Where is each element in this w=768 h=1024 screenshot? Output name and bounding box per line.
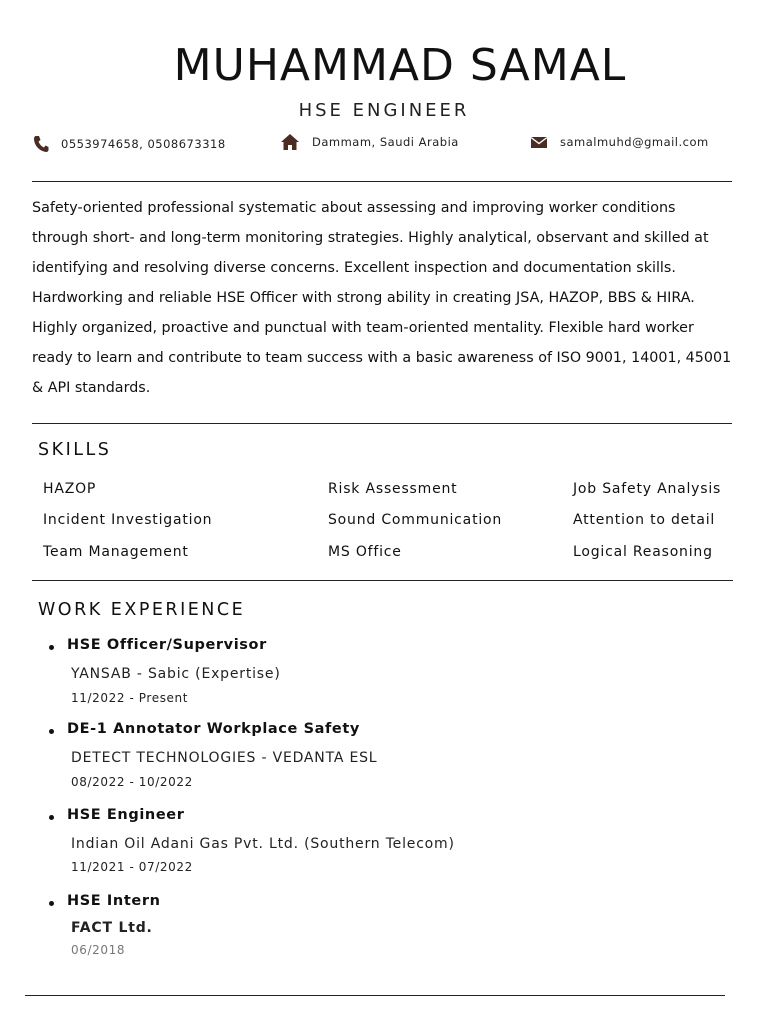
skill-item: Attention to detail — [573, 512, 716, 528]
experience-dates: 11/2022 - Present — [71, 691, 189, 705]
experience-company: FACT Ltd. — [71, 920, 153, 936]
experience-dates: 06/2018 — [71, 943, 126, 957]
email-text: samalmuhd@gmail.com — [560, 135, 709, 149]
skill-item: Sound Communication — [328, 512, 503, 528]
experience-company: DETECT TECHNOLOGIES - VEDANTA ESL — [71, 750, 378, 766]
experience-role: HSE Engineer — [67, 807, 185, 823]
bullet-icon — [49, 815, 54, 820]
bullet-icon — [49, 729, 54, 734]
job-title-heading: HSE ENGINEER — [298, 100, 470, 121]
skill-item: Team Management — [43, 544, 189, 560]
envelope-icon — [530, 135, 548, 149]
experience-role: DE-1 Annotator Workplace Safety — [67, 721, 360, 737]
skill-item: Incident Investigation — [43, 512, 213, 528]
divider — [32, 580, 733, 581]
experience-company: Indian Oil Adani Gas Pvt. Ltd. (Southern Telecom) — [71, 836, 455, 852]
candidate-name: MUHAMMAD SAMAL — [173, 40, 627, 91]
phone-icon — [33, 135, 49, 153]
work-experience-heading: WORK EXPERIENCE — [38, 600, 246, 620]
skill-item: HAZOP — [43, 481, 97, 497]
bullet-icon — [49, 645, 54, 650]
contact-phone — [33, 133, 226, 155]
experience-dates: 08/2022 - 10/2022 — [71, 775, 193, 789]
divider — [32, 181, 732, 182]
home-icon — [280, 133, 300, 151]
divider — [32, 423, 732, 424]
location-text: Dammam, Saudi Arabia — [312, 135, 459, 149]
experience-role: HSE Officer/Supervisor — [67, 637, 267, 653]
experience-role: HSE Intern — [67, 893, 161, 909]
skills-heading: SKILLS — [38, 440, 112, 460]
experience-dates: 11/2021 - 07/2022 — [71, 860, 193, 874]
skill-item: Job Safety Analysis — [573, 481, 722, 497]
professional-summary: Safety-oriented professional systematic about assessing and improving worker conditions through short- and long-term monitoring strategies. Highly analytical, observant and skilled at identifying and resolving diverse concerns. Excellent inspection and documentation skills. Hardworking and reliable HSE Officer with strong ability in creating JSA, HAZOP, BBS & HIRA. Highly organized, proactive and punctual with team-oriented mentality. Flexible hard worker ready to learn and contribute to team success with a basic awareness of ISO 9001, 14001, 45001 & API standards. — [32, 200, 732, 396]
skill-item: Risk Assessment — [328, 481, 458, 497]
contact-email — [530, 131, 709, 153]
skill-item: Logical Reasoning — [573, 544, 713, 560]
divider — [25, 995, 725, 996]
skill-item: MS Office — [328, 544, 402, 560]
bullet-icon — [49, 901, 54, 906]
phone-numbers: 0553974658, 0508673318 — [61, 137, 226, 151]
experience-company: YANSAB - Sabic (Expertise) — [71, 666, 281, 682]
contact-location — [280, 131, 459, 153]
